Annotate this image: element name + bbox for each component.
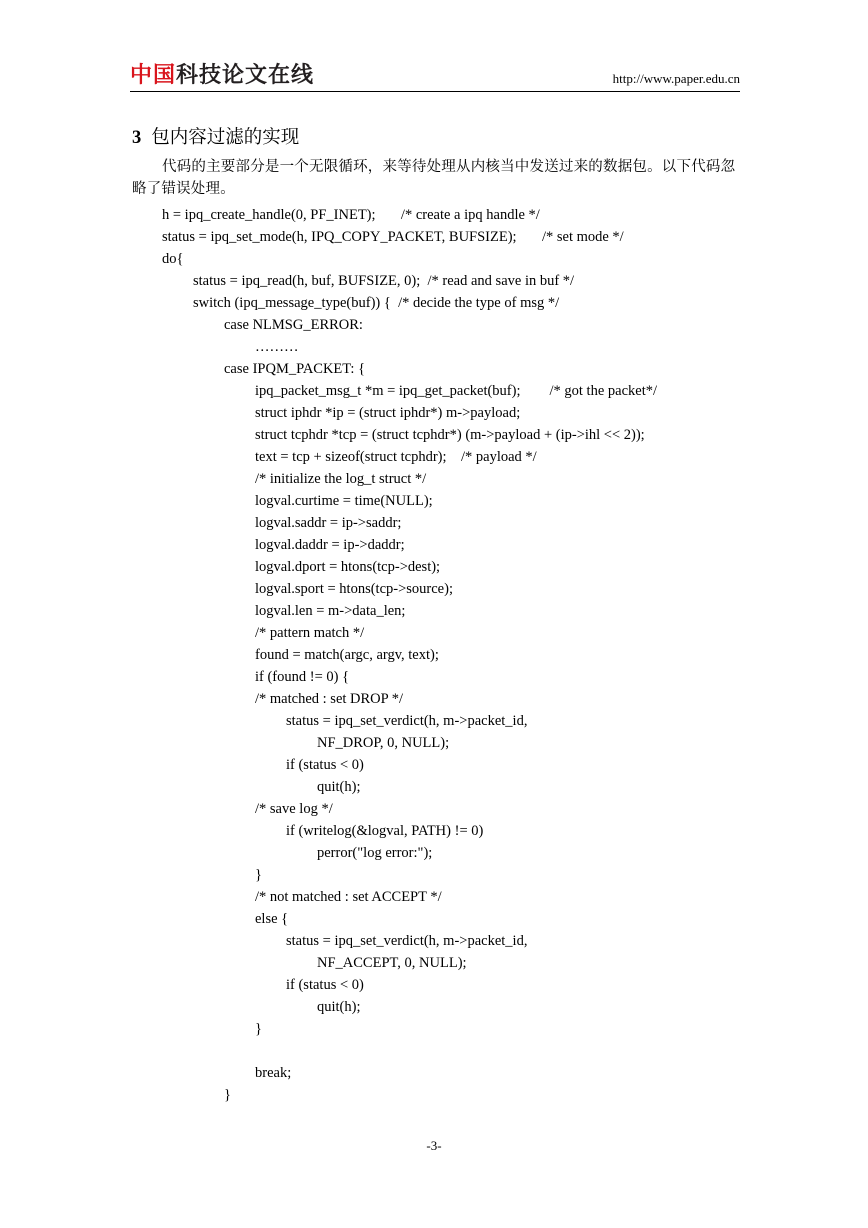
code-line: logval.saddr = ip->saddr;	[255, 515, 402, 531]
code-line: /* initialize the log_t struct */	[255, 471, 427, 487]
code-line: NF_ACCEPT, 0, NULL);	[317, 955, 467, 971]
code-line: perror("log error:");	[317, 845, 433, 861]
code-line: if (found != 0) {	[255, 669, 350, 685]
code-line: case NLMSG_ERROR:	[224, 317, 363, 333]
code-line: /* matched : set DROP */	[255, 691, 404, 707]
code-line: switch (ipq_message_type(buf)) { /* decide the type of msg */	[193, 295, 560, 311]
code-line: case IPQM_PACKET: {	[224, 361, 366, 377]
page-header	[130, 62, 740, 92]
page-number: -3-	[426, 1138, 442, 1153]
code-line: quit(h);	[317, 779, 361, 795]
code-line: }	[224, 1087, 231, 1103]
code-line: h = ipq_create_handle(0, PF_INET); /* create a ipq handle */	[162, 207, 540, 223]
code-line: status = ipq_read(h, buf, BUFSIZE, 0); /* read and save in buf */	[193, 273, 575, 289]
code-line: logval.sport = htons(tcp->source);	[255, 581, 453, 597]
code-line: logval.dport = htons(tcp->dest);	[255, 559, 441, 575]
code-line: break;	[255, 1065, 292, 1081]
code-line: text = tcp + sizeof(struct tcphdr); /* payload */	[255, 449, 537, 465]
code-line: if (writelog(&logval, PATH) != 0)	[286, 823, 484, 839]
code-line: /* not matched : set ACCEPT */	[255, 889, 442, 905]
code-line: status = ipq_set_verdict(h, m->packet_id,	[286, 713, 528, 729]
logo-text-red: 中国	[130, 63, 177, 88]
site-url: http://www.paper.edu.cn	[612, 71, 740, 86]
code-line: NF_DROP, 0, NULL);	[317, 735, 450, 751]
code-line: logval.curtime = time(NULL);	[255, 493, 433, 509]
code-line: logval.len = m->data_len;	[255, 603, 406, 619]
code-line: found = match(argc, argv, text);	[255, 647, 439, 663]
code-line: ………	[255, 339, 299, 355]
code-line: logval.daddr = ip->daddr;	[255, 537, 405, 553]
code-line: status = ipq_set_verdict(h, m->packet_id,	[286, 933, 528, 949]
section-title-text: 包内容过滤的实现	[151, 127, 300, 148]
code-line: else {	[255, 911, 289, 927]
header-divider	[130, 91, 740, 92]
code-line: }	[255, 1021, 262, 1037]
code-line: struct tcphdr *tcp = (struct tcphdr*) (m->payload + (ip->ihl << 2));	[255, 427, 645, 443]
intro-text: 代码的主要部分是一个无限循环，来等待处理从内核当中发送过来的数据包。以下代码忽略了错误处理。	[132, 159, 736, 197]
intro-paragraph	[132, 156, 740, 200]
code-line: /* save log */	[255, 801, 333, 817]
section-heading	[132, 123, 299, 149]
code-line: do{	[162, 251, 184, 267]
code-line: if (status < 0)	[286, 977, 364, 993]
section-number: 3	[132, 128, 142, 148]
logo-text-dark: 科技论文在线	[176, 63, 315, 88]
code-line: if (status < 0)	[286, 757, 364, 773]
journal-logo	[130, 62, 314, 90]
code-line: /* pattern match */	[255, 625, 365, 641]
code-line: struct iphdr *ip = (struct iphdr*) m->payload;	[255, 405, 521, 421]
code-line: status = ipq_set_mode(h, IPQ_COPY_PACKET, BUFSIZE); /* set mode */	[162, 229, 624, 245]
code-line: }	[255, 867, 262, 883]
code-line: quit(h);	[317, 999, 361, 1015]
code-line: ipq_packet_msg_t *m = ipq_get_packet(buf); /* got the packet*/	[255, 383, 657, 399]
